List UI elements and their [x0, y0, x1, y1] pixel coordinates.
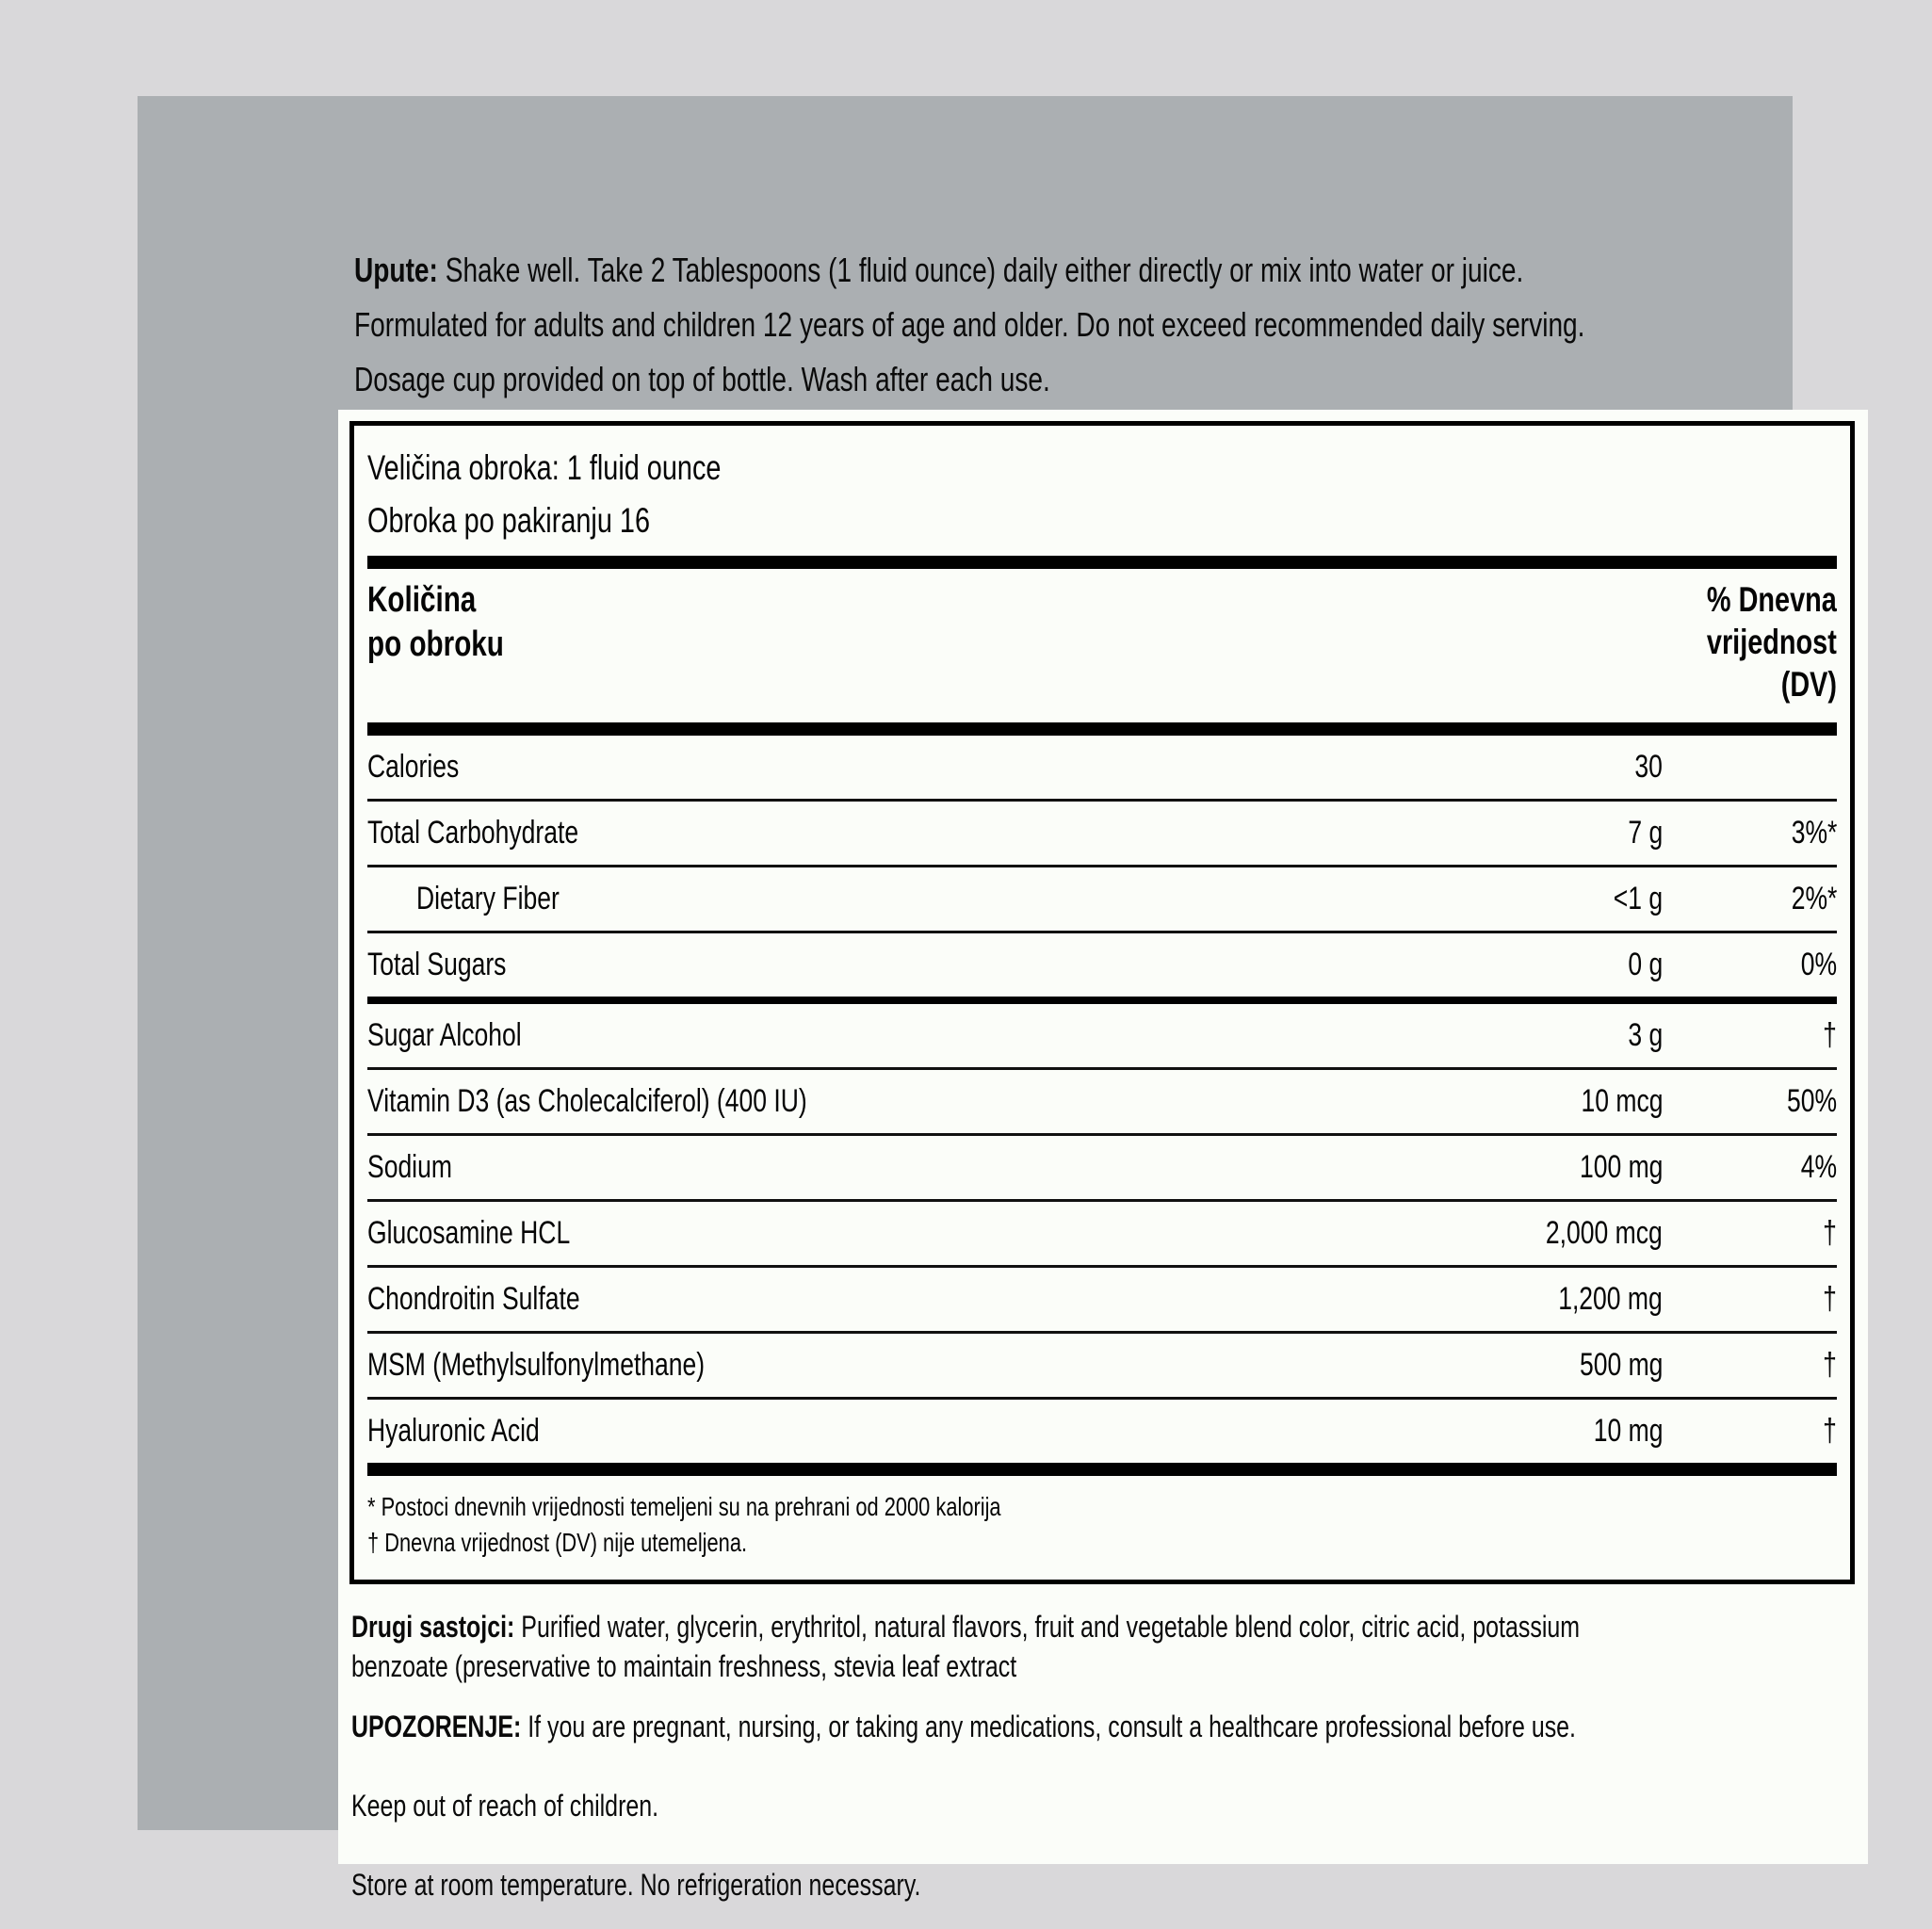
- column-headers: [367, 569, 1837, 722]
- dv-header-line1: % Dnevna: [1707, 580, 1837, 619]
- directions-line-3: Dosage cup provided on top of bottle. Wash after each use.: [354, 360, 1050, 398]
- daily-value-header: [1670, 578, 1837, 705]
- row-label: Chondroitin Sulfate: [367, 1281, 580, 1317]
- serving-size: Veličina obroka: 1 fluid ounce: [367, 448, 722, 487]
- row-dv: †: [1823, 1347, 1837, 1383]
- directions-line-1: [354, 243, 1824, 298]
- row-dv: †: [1823, 1281, 1837, 1317]
- row-dv: 2%*: [1791, 881, 1837, 916]
- amount-header-line1: Količina: [367, 580, 477, 620]
- thick-rule-top: [367, 556, 1837, 569]
- medium-rule: [367, 997, 1837, 1004]
- gray-panel: [138, 96, 1837, 1902]
- table-row-dietary-fiber: [367, 867, 1837, 931]
- table-row-vitamin-d3: [367, 1070, 1837, 1133]
- row-dv: 50%: [1786, 1083, 1837, 1119]
- row-dv: 4%: [1800, 1149, 1837, 1185]
- row-label: Glucosamine HCL: [367, 1215, 571, 1251]
- footnote-asterisk: * Postoci dnevnih vrijednosti temeljeni su na prehrani od 2000 kalorija: [367, 1492, 1001, 1521]
- directions-label: Upute:: [354, 251, 438, 289]
- row-amount: 7 g: [1628, 815, 1663, 851]
- row-label: Vitamin D3 (as Cholecalciferol) (400 IU): [367, 1083, 807, 1119]
- row-dv: 3%*: [1791, 815, 1837, 851]
- row-label: Total Carbohydrate: [367, 815, 579, 851]
- servings-per-container: Obroka po pakiranju 16: [367, 501, 651, 540]
- footnote-dagger: † Dnevna vrijednost (DV) nije utemeljena.: [367, 1528, 748, 1557]
- amount-per-serving-header: [367, 578, 543, 705]
- row-dv: [1663, 749, 1837, 786]
- other-ingredients-text-1: Purified water, glycerin, erythritol, natural flavors, fruit and vegetable blend color, citric acid, potassium: [514, 1610, 1581, 1644]
- dv-header-line3: (DV): [1780, 665, 1837, 704]
- row-dv: 0%: [1800, 947, 1837, 982]
- row-label: Sugar Alcohol: [367, 1017, 522, 1053]
- table-row-msm: [367, 1334, 1837, 1397]
- warning-label: UPOZORENJE:: [351, 1710, 522, 1743]
- thick-rule-header: [367, 722, 1837, 736]
- table-row-sodium: [367, 1136, 1837, 1199]
- row-amount: 100 mg: [1579, 1149, 1663, 1185]
- row-amount: 30: [1634, 749, 1663, 785]
- table-row-total-carbohydrate: [367, 802, 1837, 865]
- row-amount: <1 g: [1613, 881, 1663, 916]
- other-ingredients-line-2: benzoate (preservative to maintain freshness, stevia leaf extract: [351, 1649, 1017, 1683]
- row-label: Hyaluronic Acid: [367, 1413, 540, 1449]
- dv-header-line2: vrijednost: [1707, 623, 1837, 661]
- row-amount: 500 mg: [1579, 1347, 1663, 1383]
- supplement-facts-box: [349, 421, 1855, 1584]
- row-amount: 10 mg: [1593, 1413, 1663, 1449]
- other-ingredients-label: Drugi sastojci:: [351, 1610, 515, 1644]
- row-amount: 10 mcg: [1581, 1083, 1663, 1119]
- footnotes: [367, 1489, 1837, 1561]
- thick-rule-bottom: [367, 1463, 1837, 1476]
- warning-paragraph: [351, 1707, 1855, 1746]
- row-dv: †: [1823, 1215, 1837, 1251]
- row-amount: 3 g: [1628, 1017, 1663, 1053]
- row-label: Dietary Fiber: [416, 881, 560, 916]
- table-row-chondroitin: [367, 1268, 1837, 1331]
- table-row-glucosamine: [367, 1202, 1837, 1265]
- row-dv: †: [1823, 1413, 1837, 1449]
- other-ingredients-paragraph: [351, 1607, 1855, 1686]
- other-ingredients-line-1: [351, 1607, 1855, 1646]
- directions-paragraph: [354, 243, 1824, 407]
- row-label: Calories: [367, 749, 460, 785]
- row-amount: 2,000 mcg: [1546, 1215, 1663, 1251]
- directions-line-2: Formulated for adults and children 12 years of age and older. Do not exceed recommended daily serving.: [354, 305, 1585, 344]
- label-panel: [338, 410, 1868, 1902]
- keep-out-text: Keep out of reach of children.: [351, 1789, 659, 1823]
- table-row-calories: [367, 736, 1837, 799]
- table-row-total-sugars: [367, 933, 1837, 997]
- row-amount: 0 g: [1628, 947, 1663, 982]
- storage-text: Store at room temperature. No refrigeration necessary.: [351, 1868, 921, 1902]
- row-amount: 1,200 mg: [1558, 1281, 1663, 1317]
- table-row-sugar-alcohol: [367, 1004, 1837, 1067]
- row-label: Total Sugars: [367, 947, 507, 982]
- row-label: MSM (Methylsulfonylmethane): [367, 1347, 706, 1383]
- warning-text: If you are pregnant, nursing, or taking any medications, consult a healthcare professional before use.: [521, 1710, 1576, 1743]
- directions-text-1: Shake well. Take 2 Tablespoons (1 fluid ounce) daily either directly or mix into water or juice.: [437, 251, 1524, 289]
- row-label: Sodium: [367, 1149, 452, 1185]
- row-dv: †: [1823, 1017, 1837, 1053]
- amount-header-line2: po obroku: [367, 624, 504, 664]
- table-row-hyaluronic-acid: [367, 1400, 1837, 1463]
